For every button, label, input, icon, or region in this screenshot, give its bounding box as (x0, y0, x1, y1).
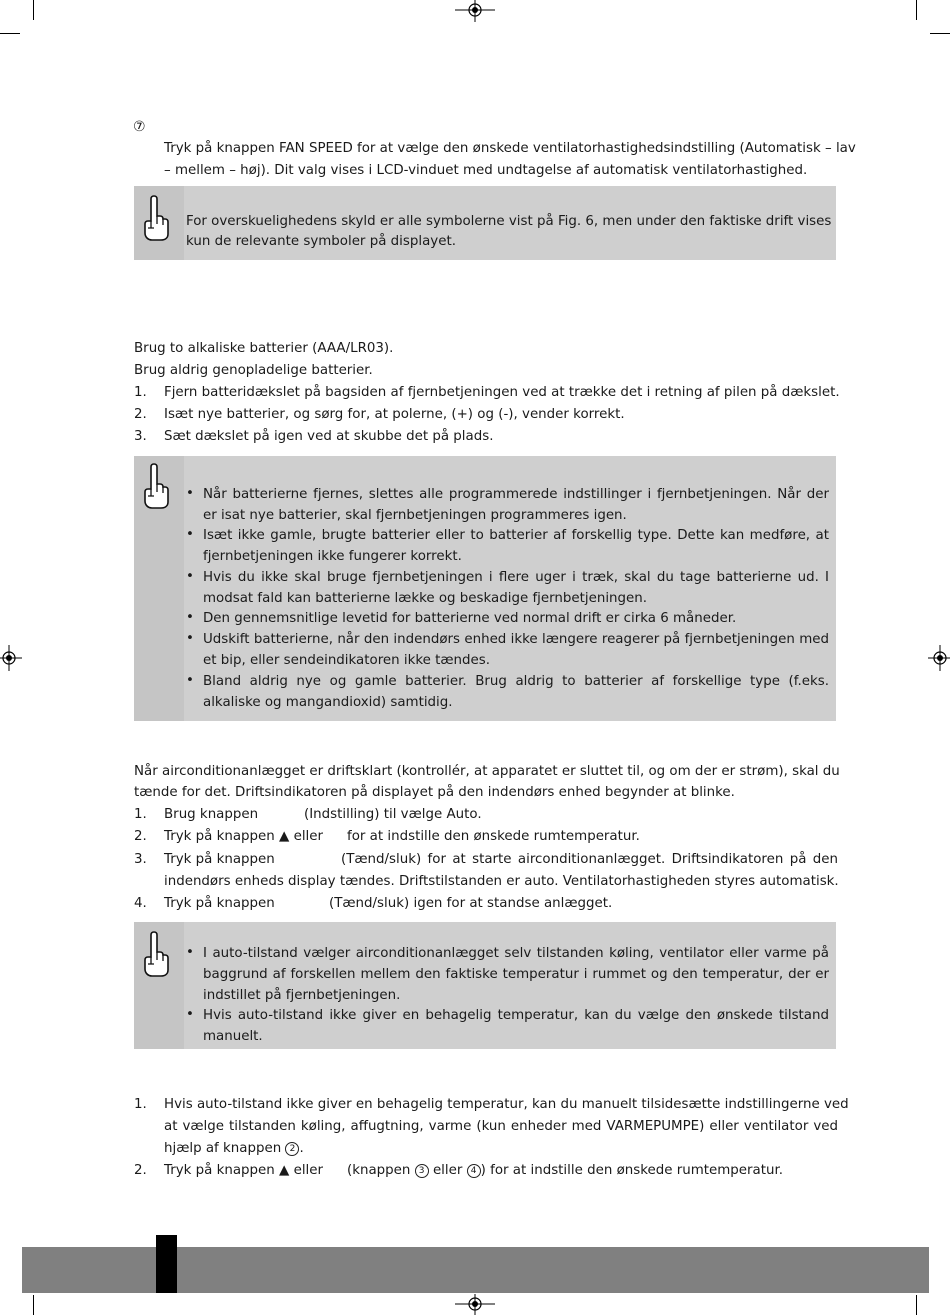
circled-number: 2 (285, 1142, 299, 1156)
list-item (164, 1139, 304, 1159)
list-item: (Tænd/sluk) igen for at standse anlægget. (329, 896, 613, 911)
registration-mark-icon (0, 645, 22, 671)
registration-mark-icon (455, 0, 495, 22)
list-number: 3. (134, 429, 147, 444)
list-number: 2. (134, 407, 147, 422)
list-item: at vælge tilstanden køling, affugtning, varme (kun enheder med VARMEPUMPE) eller ventilator ved (164, 1119, 838, 1134)
battery-intro: Brug to alkaliske batterier (AAA/LR03). (134, 341, 394, 356)
list-item: Isæt nye batterier, og sørg for, at polerne, (+) og (-), vender korrekt. (164, 407, 625, 422)
note-bullet-text: Den gennemsnitlige levetid for batterierne ved normal drift er cirka 6 måneder. (203, 611, 737, 626)
bullet: • (186, 673, 194, 688)
list-number: 2. (134, 1163, 147, 1178)
list-item-text: eller (432, 1163, 463, 1178)
list-item: for at indstille den ønskede rumtemperatur. (347, 829, 640, 844)
crop-mark (0, 33, 20, 34)
crop-mark (916, 1295, 917, 1315)
crop-mark (33, 0, 34, 20)
list-number: 4. (134, 896, 147, 911)
list-number: 1. (134, 385, 147, 400)
list-number: 1. (134, 807, 147, 822)
circled-number: 4 (467, 1164, 481, 1178)
note-box (134, 186, 836, 260)
bullet: • (186, 631, 194, 646)
note-bullet-text: I auto-tilstand vælger airconditionanlægget selv tilstanden køling, ventilator eller varme på baggrund af forskellen mellem den faktiske temperatur i rummet og den temperatur, der er indstillet på fjernbetjeningen. (203, 946, 829, 1003)
list-item: Tryk på knappen ▲ eller (164, 1163, 324, 1178)
list-item: (Tænd/sluk) for at starte airconditionanlægget. Driftsindikatoren på den (341, 852, 838, 867)
note-text: For overskuelighedens skyld er alle symbolerne vist på Fig. 6, men under den faktiske drift vises (186, 214, 832, 229)
list-item: Sæt dækslet på igen ved at skubbe det på plads. (164, 429, 494, 444)
list-item: Tryk på knappen (164, 852, 275, 867)
fan-speed-text: Tryk på knappen FAN SPEED for at vælge den ønskede ventilatorhastighedsindstilling (Automatisk – lav (164, 141, 856, 156)
note-bullet-text: Hvis du ikke skal bruge fjernbetjeningen i flere uger i træk, skal du tage batterierne ud. I modsat fald kan batterierne lække og beskadige fjernbetjeningen. (203, 570, 829, 606)
list-item: Hvis auto-tilstand ikke giver en behagelig temperatur, kan du manuelt tilsidesætte indstillingerne ved (164, 1097, 849, 1112)
crop-mark (33, 1295, 34, 1315)
footer-tab (156, 1235, 177, 1293)
bullet: • (186, 569, 194, 584)
list-item (347, 1161, 783, 1181)
auto-intro: Når airconditionanlægget er driftsklart (kontrollér, at apparatet er sluttet til, og om der er strøm), skal du (134, 764, 840, 779)
bullet: • (186, 945, 194, 960)
bullet: • (186, 1007, 194, 1022)
list-item-text: ) for at indstille den ønskede rumtemperatur. (480, 1163, 784, 1178)
note-bullet-text: Når batterierne fjernes, slettes alle programmerede indstillinger i fjernbetjeningen. Når der er isat nye batterier, skal fjernbetjeningen programmeres igen. (203, 487, 829, 523)
battery-intro: Brug aldrig genopladelige batterier. (134, 363, 373, 378)
list-number: 2. (134, 829, 147, 844)
bullet: • (186, 527, 194, 542)
note-bullet-text: Udskift batterierne, når den indendørs enhed ikke længere reagerer på fjernbetjeningen med et bip, eller sendeindikatoren ikke tændes. (203, 632, 829, 668)
circled-number: 3 (415, 1164, 429, 1178)
registration-mark-icon (455, 1294, 495, 1315)
bullet: • (186, 486, 194, 501)
list-item-text: (knappen (347, 1163, 411, 1178)
step-marker: ⑦ (133, 119, 146, 135)
list-item: Tryk på knappen (164, 896, 275, 911)
pointing-hand-icon (140, 930, 172, 978)
note-bullet-text: Isæt ikke gamle, brugte batterier eller to batterier af forskellig type. Dette kan medføre, at fjernbetjeningen ikke fungerer korrekt. (203, 528, 829, 564)
list-number: 3. (134, 852, 147, 867)
crop-mark (930, 33, 950, 34)
bullet: • (186, 610, 194, 625)
list-item-text: . (299, 1141, 304, 1156)
crop-mark (916, 0, 917, 20)
list-item: Tryk på knappen ▲ eller (164, 829, 324, 844)
list-item: Fjern batteridækslet på bagsiden af fjernbetjeningen ved at trække det i retning af pilen på dækslet. (164, 385, 840, 400)
auto-intro: tænde for det. Driftsindikatoren på displayet på den indendørs enhed begynder at blinke. (134, 785, 735, 800)
pointing-hand-icon (140, 194, 172, 242)
note-bullet-text: Bland aldrig nye og gamle batterier. Brug aldrig to batterier af forskellige type (f.eks. alkaliske og mangandioxid) samtidig. (203, 674, 829, 710)
registration-mark-icon (928, 645, 950, 671)
fan-speed-text: – mellem – høj). Dit valg vises i LCD-vinduet med undtagelse af automatisk ventilatorhastighed. (164, 163, 808, 178)
list-item: indendørs enheds display tændes. Driftstilstanden er auto. Ventilatorhastigheden styres automatisk. (164, 874, 839, 889)
note-bullet-text: Hvis auto-tilstand ikke giver en behagelig temperatur, kan du vælge den ønskede tilstand manuelt. (203, 1008, 829, 1044)
note-text: kun de relevante symboler på displayet. (186, 234, 456, 249)
list-item-text: hjælp af knappen (164, 1141, 282, 1156)
list-number: 1. (134, 1097, 147, 1112)
pointing-hand-icon (140, 462, 172, 510)
list-item: Brug knappen (164, 807, 259, 822)
list-item: (Indstilling) til vælge Auto. (304, 807, 482, 822)
